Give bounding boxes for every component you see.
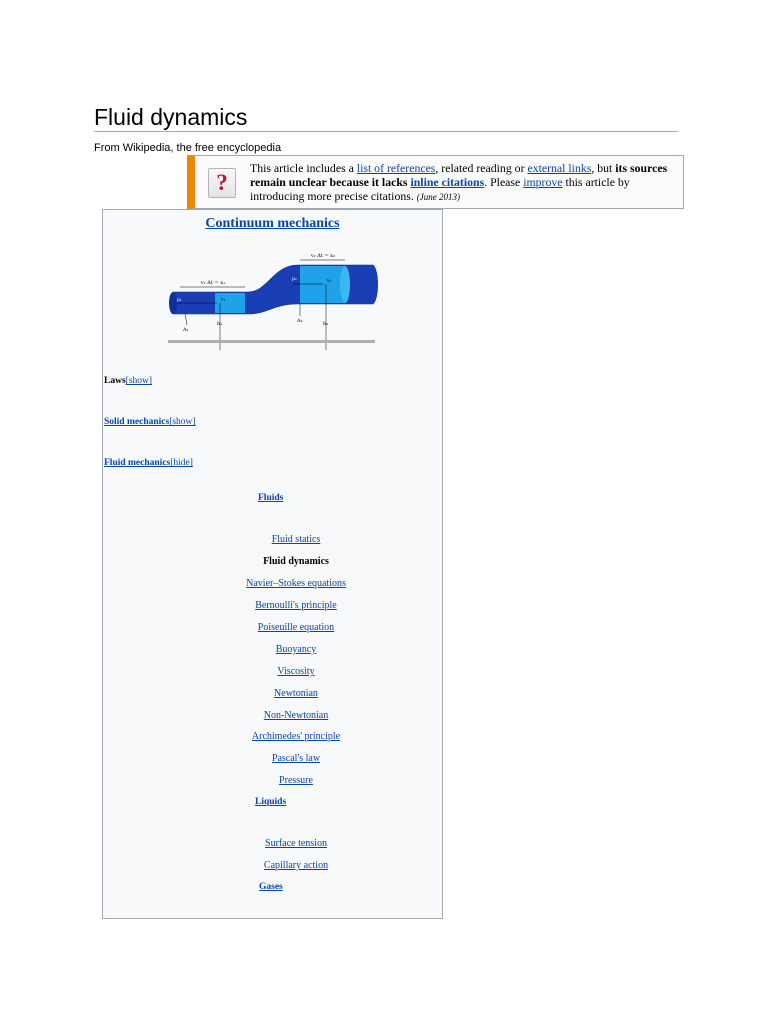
pipe-diagram-shapes xyxy=(169,260,378,350)
site-tagline: From Wikipedia, the free encyclopedia xyxy=(94,142,282,154)
ground-datum xyxy=(168,339,378,347)
subhead-gases-link[interactable]: Gases xyxy=(259,882,283,892)
navier-stokes-link[interactable]: Navier–Stokes equations xyxy=(246,578,346,589)
label-p2: p₂ xyxy=(292,277,297,282)
non-newtonian-link[interactable]: Non-Newtonian xyxy=(263,710,329,721)
label-v2: v₂ xyxy=(327,279,332,284)
notice-bold-part: its sources remain unclear because it lacks xyxy=(250,161,668,189)
label-left-distance: v₁ Δt = x₁ xyxy=(200,280,226,286)
inline-citations-link[interactable]: inline citations xyxy=(410,175,485,189)
viscosity-link[interactable]: Viscosity xyxy=(277,666,315,677)
citation-notice-box xyxy=(187,155,684,209)
surface-tension-link[interactable]: Surface tension xyxy=(265,838,327,849)
label-top-distance: v₂ Δt = x₂ xyxy=(310,253,336,259)
continuum-mechanics-infobox xyxy=(102,209,443,919)
fluid-slug-left xyxy=(215,293,245,313)
notice-date: (June 2013) xyxy=(416,192,460,202)
buoyancy-link[interactable]: Buoyancy xyxy=(275,644,317,655)
section-laws xyxy=(104,375,152,387)
solid-mechanics-toggle[interactable]: [show] xyxy=(169,417,196,427)
pressure-link[interactable]: Pressure xyxy=(279,775,313,786)
title-divider xyxy=(94,131,678,132)
notice-text xyxy=(250,161,682,204)
solid-mechanics-link[interactable]: Solid mechanics xyxy=(104,417,170,427)
label-h2: h₂ xyxy=(323,321,329,327)
notice-text-part: , related reading or xyxy=(435,161,528,175)
label-p1: p₁ xyxy=(177,298,182,303)
fluid-slug-right xyxy=(300,266,345,303)
notice-text-part: This article includes a xyxy=(250,161,357,175)
pipe-inlet-cap xyxy=(169,292,177,314)
bernoulli-pipe-diagram xyxy=(163,250,383,350)
capillary-action-link[interactable]: Capillary action xyxy=(263,860,329,871)
current-article-label: Fluid dynamics xyxy=(263,556,329,567)
notice-text-part: , but xyxy=(591,161,616,175)
fluid-statics-link[interactable]: Fluid statics xyxy=(271,534,321,545)
label-a2: A₂ xyxy=(297,318,303,324)
list-of-references-link[interactable]: list of references xyxy=(356,161,436,175)
bernoulli-link[interactable]: Bernoulli's principle xyxy=(255,600,337,611)
fluid-mechanics-toggle[interactable]: [hide] xyxy=(170,458,193,468)
laws-toggle[interactable]: [show] xyxy=(125,376,153,386)
newtonian-link[interactable]: Newtonian xyxy=(274,688,318,699)
fluid-mechanics-link[interactable]: Fluid mechanics xyxy=(104,458,171,468)
external-links-link[interactable]: external links xyxy=(527,161,592,175)
section-laws-label: Laws xyxy=(104,376,126,386)
ground-line xyxy=(168,340,375,343)
archimedes-link[interactable]: Archimedes' principle xyxy=(251,731,341,742)
subhead-liquids-link[interactable]: Liquids xyxy=(255,797,287,807)
area-pointer-left xyxy=(185,314,187,325)
section-solid-mechanics xyxy=(104,416,196,428)
question-book-icon xyxy=(208,168,236,198)
infobox-heading-link[interactable]: Continuum mechanics xyxy=(205,216,340,231)
label-v1: v₁ xyxy=(221,298,226,303)
notice-text-part: . Please xyxy=(484,175,524,189)
subhead-fluids-link[interactable]: Fluids xyxy=(258,493,284,503)
improve-link[interactable]: improve xyxy=(523,175,563,189)
question-mark-glyph: ? xyxy=(216,170,228,195)
label-h1: h₁ xyxy=(217,321,223,327)
page-title: Fluid dynamics xyxy=(94,104,248,130)
section-fluid-mechanics xyxy=(104,457,193,469)
label-a1: A₁ xyxy=(183,327,189,333)
fluid-slug-right-cap xyxy=(340,266,350,303)
poiseuille-link[interactable]: Poiseuille equation xyxy=(257,622,335,633)
notice-text-part: this article by introducing more precise citations. xyxy=(250,175,630,203)
pascals-law-link[interactable]: Pascal's law xyxy=(271,753,321,764)
